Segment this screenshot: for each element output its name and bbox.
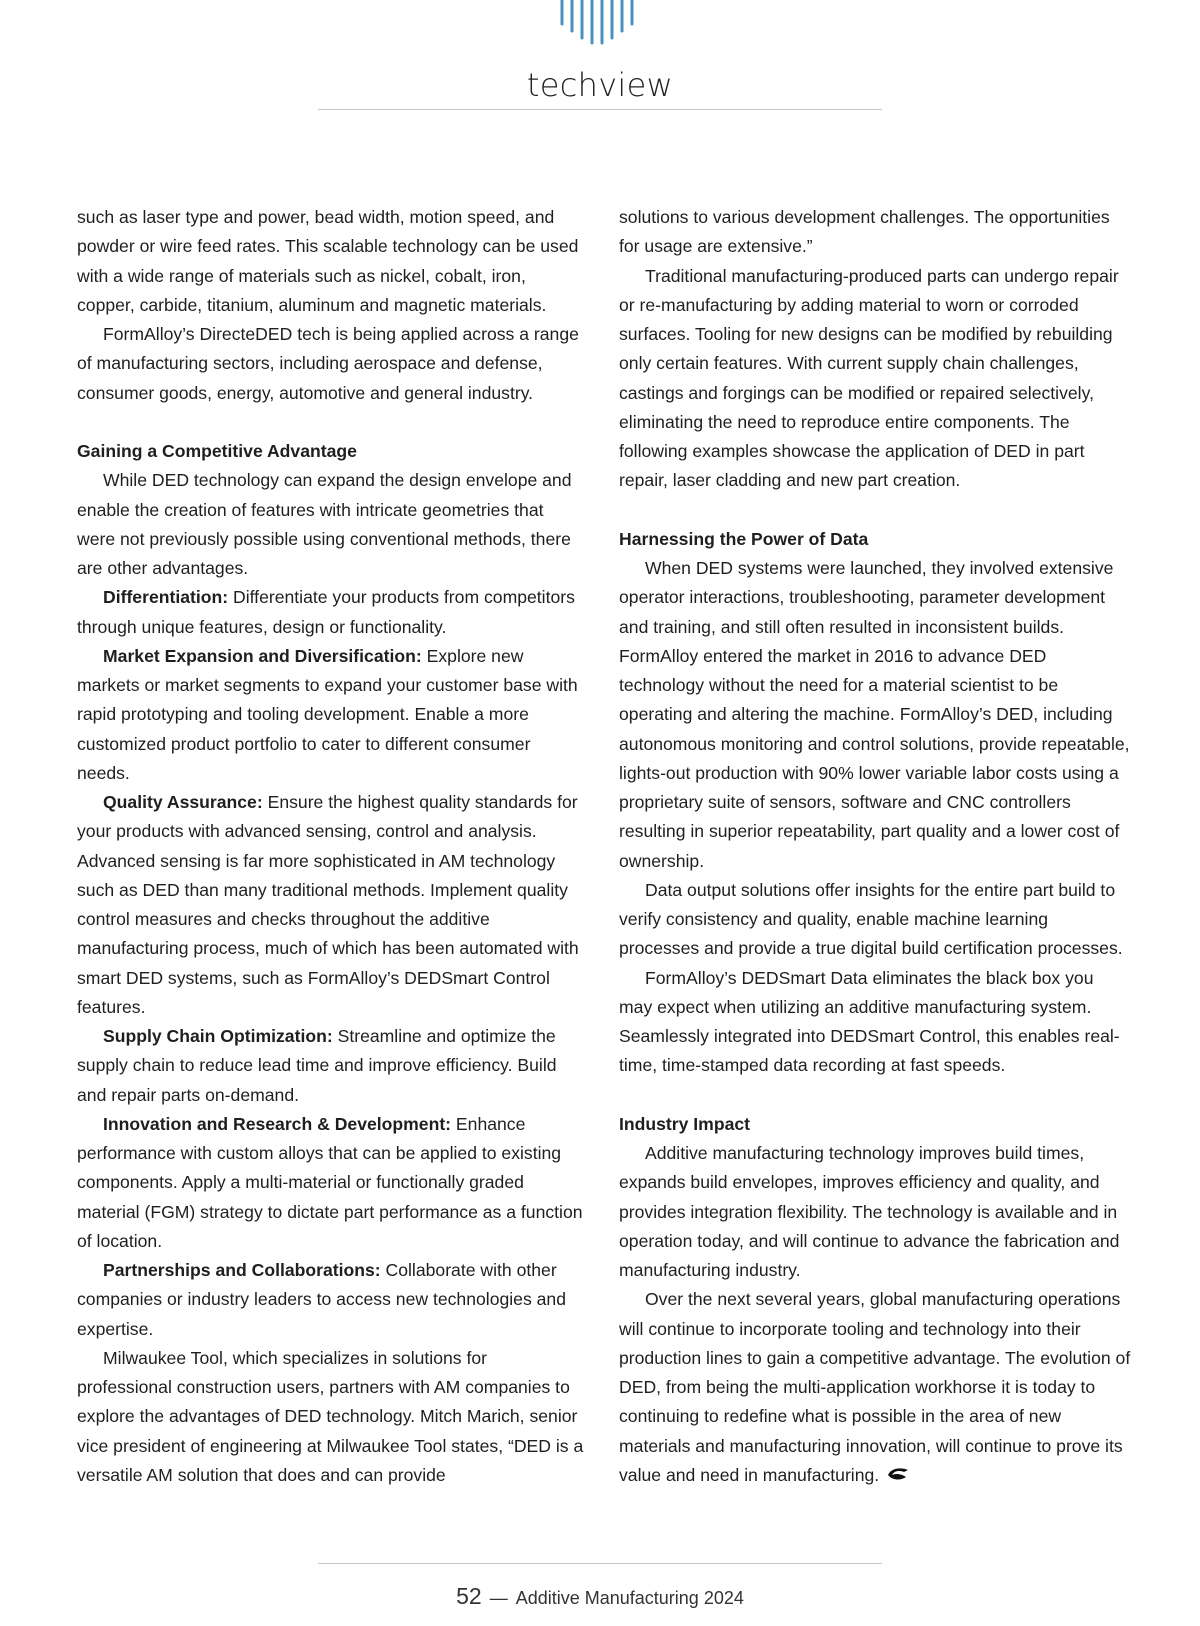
left-column (77, 203, 586, 1490)
paragraph-partnerships: Partnerships and Collaborations: Collaborate with other companies or industry leaders to access new technologies and expertise. (77, 1260, 566, 1339)
paragraph-market-expansion: Market Expansion and Diversification: Explore new markets or market segments to expand your customer base with rapid prototyping and tooling development. Enable a more customized product portfolio to cater to different consumer needs. (77, 645, 578, 783)
paragraph: FormAlloy’s DirecteDED tech is being applied across a range of manufacturing sectors, including aerospace and defense, consumer goods, energy, automotive and general industry. (77, 324, 579, 403)
paragraph-differentiation: Differentiation: Differentiate your products from competitors through unique features, design or functionality. (77, 587, 575, 637)
subheading-competitive-advantage: Gaining a Competitive Advantage (77, 441, 357, 461)
vertical-lines-shield-icon (558, 0, 642, 48)
paragraph-closing: Over the next several years, global manufacturing operations will continue to incorporate tooling and technology into their production lines to gain a competitive advantage. The evolution of DED, from being the multi-application workhorse it is today to continuing to redefine what is possible in the area of new materials and manufacturing innovation, will continue to prove its value and need in manufacturing. (619, 1289, 1131, 1485)
publication-name: Additive Manufacturing 2024 (515, 1588, 744, 1608)
paragraph: such as laser type and power, bead width, motion speed, and powder or wire feed rates. This scalable technology can be used with a wide range of materials such as nickel, cobalt, iron, copper, carbide, titanium, aluminum and magnetic materials. (77, 207, 579, 315)
subheading-industry-impact: Industry Impact (619, 1113, 750, 1134)
paragraph: Additive manufacturing technology improves build times, expands build envelopes, improves efficiency and quality, and provides integration flexibility. The technology is available and in operation today, and will continue to advance the fabrication and manufacturing industry. (619, 1143, 1120, 1280)
term-label: Supply Chain Optimization: (103, 1026, 333, 1046)
paragraph: While DED technology can expand the design envelope and enable the creation of features with intricate geometries that were not previously possible using conventional methods, there are other advantages. (77, 470, 572, 578)
page-number: 52 (456, 1583, 482, 1609)
term-label: Market Expansion and Diversification: (103, 645, 422, 666)
article-end-swoosh-icon (885, 1466, 911, 1482)
footer-divider (318, 1563, 882, 1564)
section-title: techview (526, 66, 674, 104)
paragraph: When DED systems were launched, they involved extensive operator interactions, troubleshooting, parameter development and training, and still often resulted in inconsistent builds. FormAlloy entered the market in 2016 to advance DED technology without the need for a material scientist to be operating and altering the machine. FormAlloy’s DED, including autonomous monitoring and control solutions, provide repeatable, lights-out production with 90% lower variable labor costs using a proprietary suite of sensors, software and CNC controllers resulting in superior repeatability, part quality and a lower cost of ownership. (619, 558, 1130, 871)
term-label: Quality Assurance: (103, 792, 263, 812)
paragraph: FormAlloy’s DEDSmart Data eliminates the black box you may expect when utilizing an additive manufacturing system. Seamlessly integrated into DEDSmart Control, this enables real-time, time-stamped data recording at fast speeds. (619, 967, 1120, 1076)
subheading-power-of-data: Harnessing the Power of Data (619, 528, 869, 549)
header-divider (318, 109, 882, 110)
footer-separator: — (489, 1588, 508, 1608)
paragraph: solutions to various development challenges. The opportunities for usage are extensive.” (619, 207, 1110, 257)
paragraph: Traditional manufacturing-produced parts can undergo repair or re-manufacturing by adding material to worn or corroded surfaces. Tooling for new designs can be modified by rebuilding only certain features. With current supply chain challenges, castings and forgings can be modified or repaired selectively, eliminating the need to reproduce entire components. The following examples showcase the application of DED in part repair, laser cladding and new part creation. (619, 265, 1119, 491)
paragraph-innovation: Innovation and Research & Development: Enhance performance with custom alloys that can be applied to existing components. Apply a multi-material or functionally graded material (FGM) strategy to dictate part performance as a function of location. (77, 1113, 583, 1251)
paragraph: Data output solutions offer insights for the entire part build to verify consistency and quality, enable machine learning processes and provide a true digital build certification processes. (619, 879, 1123, 959)
paragraph: Milwaukee Tool, which specializes in solutions for professional construction users, partners with AM companies to explore the advantages of DED technology. Mitch Marich, senior vice president of engineering at Milwaukee Tool states, “DED is a versatile AM solution that does and can provide (77, 1347, 584, 1485)
term-label: Innovation and Research & Development: (103, 1113, 452, 1134)
page-footer (0, 1583, 1200, 1610)
term-label: Differentiation: (103, 587, 229, 608)
term-label: Partnerships and Collaborations: (103, 1260, 381, 1280)
paragraph-supply-chain: Supply Chain Optimization: Streamline and optimize the supply chain to reduce lead time and improve efficiency. Build and repair parts on-demand. (77, 1026, 557, 1105)
paragraph-quality-assurance: Quality Assurance: Ensure the highest quality standards for your products with advanced sensing, control and analysis. Advanced sensing is far more sophisticated in AM technology such as DED than many traditional methods. Implement quality control measures and checks throughout the additive manufacturing process, much of which has been automated with smart DED systems, such as FormAlloy’s DEDSmart Control features. (77, 792, 579, 1017)
right-column (619, 203, 1131, 1490)
